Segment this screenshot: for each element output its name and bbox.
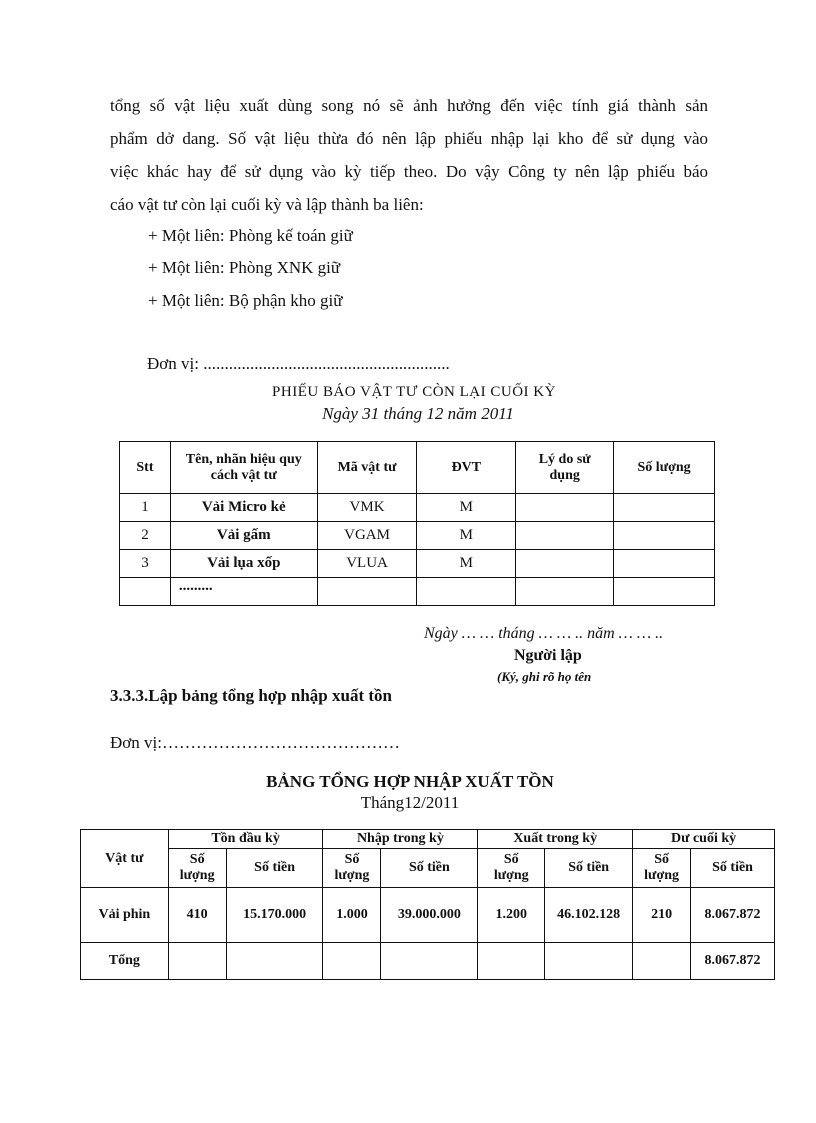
col-header: Mã vật tư — [317, 442, 417, 494]
col-header: Lý do sử dụng — [516, 442, 614, 494]
table-subheader-row — [81, 849, 775, 888]
cell-qty — [614, 522, 715, 550]
bullet-item: + Một liên: Bộ phận kho giữ — [148, 291, 343, 310]
signature-name: Người lập — [514, 647, 582, 664]
col-header-amount: Số tiền — [226, 849, 323, 888]
cell-reason — [516, 494, 614, 522]
cell-name: Vải lụa xốp — [170, 550, 317, 578]
cell-out-qty: 1.200 — [478, 888, 545, 943]
cell-unit — [417, 578, 516, 606]
cell-in-amount: 39.000.000 — [381, 888, 478, 943]
col-header: Tên, nhãn hiệu quy cách vật tư — [170, 442, 317, 494]
cell-stt: 1 — [120, 494, 171, 522]
remaining-materials-table — [119, 441, 715, 606]
cell-code — [317, 578, 417, 606]
unit-line: Đơn vị:…………………………………… — [110, 733, 400, 752]
group-header: Dư cuối kỳ — [633, 830, 775, 849]
cell-empty — [226, 943, 323, 980]
form-title: PHIẾU BÁO VẬT TƯ CÒN LẠI CUỐI KỲ — [272, 384, 556, 400]
table-row — [81, 888, 775, 943]
intro-paragraph — [110, 89, 708, 221]
col-header-qty: Số lượng — [323, 849, 381, 888]
cell-ellipsis: ......... — [170, 578, 317, 606]
cell-name: Vải Micro kẻ — [170, 494, 317, 522]
table-row — [120, 522, 715, 550]
cell-name: Vải gấm — [170, 522, 317, 550]
cell-code: VGAM — [317, 522, 417, 550]
cell-stt — [120, 578, 171, 606]
col-header-qty: Số lượng — [168, 849, 226, 888]
cell-qty — [614, 578, 715, 606]
cell-open-qty: 410 — [168, 888, 226, 943]
cell-stt: 2 — [120, 522, 171, 550]
cell-code: VMK — [317, 494, 417, 522]
cell-empty — [381, 943, 478, 980]
cell-empty — [478, 943, 545, 980]
paragraph-line: việc khác hay để sử dụng vào kỳ tiếp theo. Do vậy Công ty nên lập phiếu báo — [110, 162, 708, 181]
cell-total-end-amount: 8.067.872 — [691, 943, 775, 980]
col-header: Stt — [120, 442, 171, 494]
col-header-amount: Số tiền — [545, 849, 633, 888]
col-header: ĐVT — [417, 442, 516, 494]
col-header: Số lượng — [614, 442, 715, 494]
group-header: Nhập trong kỳ — [323, 830, 478, 849]
cell-unit: M — [417, 494, 516, 522]
table-row — [120, 578, 715, 606]
cell-empty — [633, 943, 691, 980]
cell-open-amount: 15.170.000 — [226, 888, 323, 943]
cell-total-label: Tổng — [81, 943, 169, 980]
col-header-amount: Số tiền — [381, 849, 478, 888]
cell-empty — [545, 943, 633, 980]
signature-date: Ngày … … tháng … … .. năm … … .. — [424, 625, 664, 642]
cell-unit: M — [417, 522, 516, 550]
paragraph-line: cáo vật tư còn lại cuối kỳ và lập thành ba liên: — [110, 195, 424, 214]
cell-unit: M — [417, 550, 516, 578]
cell-reason — [516, 522, 614, 550]
cell-reason — [516, 550, 614, 578]
cell-qty — [614, 550, 715, 578]
col-header-amount: Số tiền — [691, 849, 775, 888]
summary-title: BẢNG TỔNG HỢP NHẬP XUẤT TỒN — [266, 772, 554, 791]
table-header-row — [120, 442, 715, 494]
cell-empty — [323, 943, 381, 980]
cell-stt: 3 — [120, 550, 171, 578]
signature-note: (Ký, ghi rõ họ tên — [497, 669, 592, 684]
cell-reason — [516, 578, 614, 606]
col-header-qty: Số lượng — [633, 849, 691, 888]
bullet-item: + Một liên: Phòng kế toán giữ — [148, 226, 353, 245]
group-header: Xuất trong kỳ — [478, 830, 633, 849]
cell-qty — [614, 494, 715, 522]
summary-month: Tháng12/2011 — [360, 793, 460, 812]
table-row — [120, 550, 715, 578]
form-date: Ngày 31 tháng 12 năm 2011 — [322, 404, 514, 423]
inventory-summary-table — [80, 829, 775, 980]
cell-in-qty: 1.000 — [323, 888, 381, 943]
cell-end-amount: 8.067.872 — [691, 888, 775, 943]
bullet-item: + Một liên: Phòng XNK giữ — [148, 258, 341, 277]
cell-out-amount: 46.102.128 — [545, 888, 633, 943]
paragraph-line: phẩm dở dang. Số vật liệu thừa đó nên lập phiếu nhập lại kho để sử dụng vào — [110, 129, 708, 148]
unit-line: Đơn vị: .......................................................... — [147, 354, 450, 373]
cell-code: VLUA — [317, 550, 417, 578]
col-header-item: Vật tư — [81, 830, 169, 888]
col-header-qty: Số lượng — [478, 849, 545, 888]
cell-empty — [168, 943, 226, 980]
cell-end-qty: 210 — [633, 888, 691, 943]
cell-item: Vải phin — [81, 888, 169, 943]
paragraph-line: tổng số vật liệu xuất dùng song nó sẽ ảnh hưởng đến việc tính giá thành sản — [110, 96, 708, 115]
table-header-row — [81, 830, 775, 849]
section-heading: 3.3.3.Lập bảng tổng hợp nhập xuất tồn — [110, 686, 392, 705]
group-header: Tồn đầu kỳ — [168, 830, 323, 849]
table-total-row — [81, 943, 775, 980]
table-row — [120, 494, 715, 522]
